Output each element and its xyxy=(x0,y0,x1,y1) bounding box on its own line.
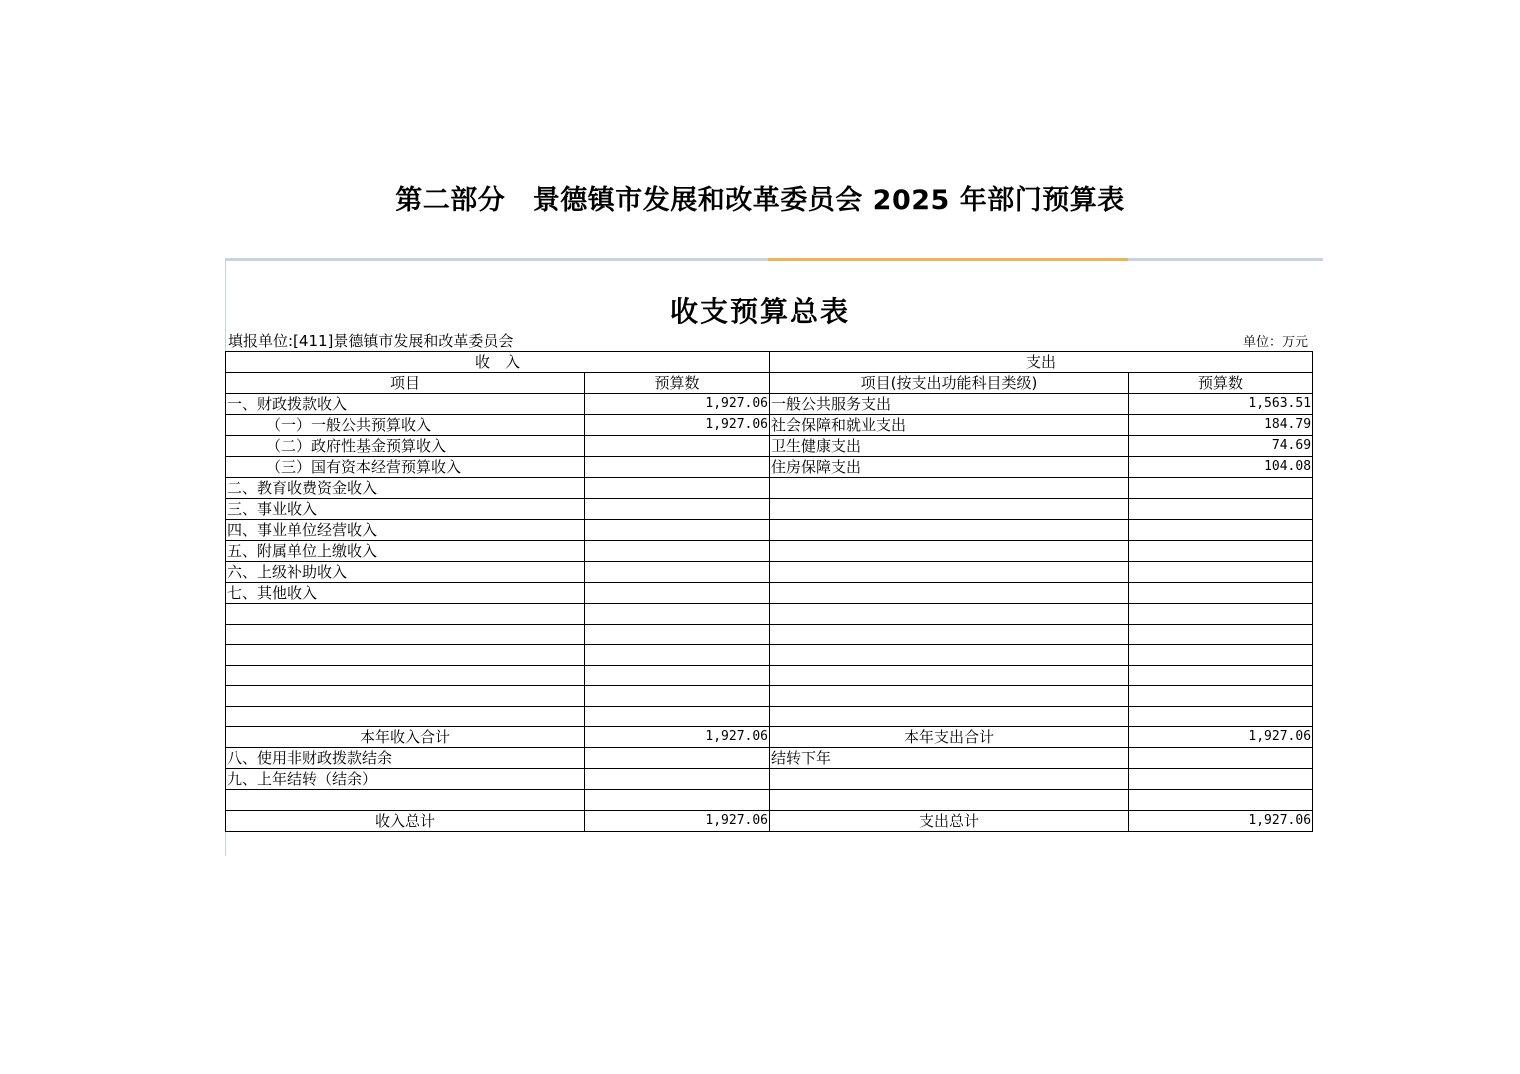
empty-row xyxy=(226,645,1313,666)
page-title: 第二部分 景德镇市发展和改革委员会 2025 年部门预算表 xyxy=(395,185,1125,216)
empty-row xyxy=(226,790,1313,811)
empty-row xyxy=(226,624,1313,645)
empty-row xyxy=(226,604,1313,625)
header-income: 收 入 xyxy=(226,352,770,373)
empty-row xyxy=(226,686,1313,707)
expense-item xyxy=(770,562,1129,583)
expense-item: 住房保障支出 xyxy=(770,457,1129,478)
income-item: （二）政府性基金预算收入 xyxy=(226,436,585,457)
expense-value xyxy=(1129,583,1313,604)
table-row xyxy=(226,748,1313,769)
header-expense: 支出 xyxy=(770,352,1313,373)
expense-value xyxy=(1129,478,1313,499)
income-grand-total-label: 收入总计 xyxy=(226,810,585,831)
table-row xyxy=(226,436,1313,457)
sheet-border-top xyxy=(1128,258,1323,261)
expense-year-total-label: 本年支出合计 xyxy=(770,727,1129,748)
expense-value: 1,563.51 xyxy=(1129,394,1313,415)
expense-item xyxy=(770,769,1129,790)
income-value xyxy=(585,457,770,478)
expense-value xyxy=(1129,562,1313,583)
income-value: 1,927.06 xyxy=(585,394,770,415)
income-year-total-label: 本年收入合计 xyxy=(226,727,585,748)
expense-value: 104.08 xyxy=(1129,457,1313,478)
empty-row xyxy=(226,665,1313,686)
expense-value xyxy=(1129,520,1313,541)
income-value xyxy=(585,748,770,769)
income-item: （三）国有资本经营预算收入 xyxy=(226,457,585,478)
income-value xyxy=(585,769,770,790)
empty-row xyxy=(226,706,1313,727)
expense-item xyxy=(770,499,1129,520)
expense-grand-total-label: 支出总计 xyxy=(770,810,1129,831)
income-item: 二、教育收费资金收入 xyxy=(226,478,585,499)
header-expense-item: 项目(按支出功能科目类级) xyxy=(770,373,1129,394)
table-row xyxy=(226,541,1313,562)
table-row xyxy=(226,520,1313,541)
expense-value: 184.79 xyxy=(1129,415,1313,436)
grand-total-row xyxy=(226,810,1313,831)
table-row xyxy=(226,478,1313,499)
expense-item xyxy=(770,520,1129,541)
income-year-total-value: 1,927.06 xyxy=(585,727,770,748)
table-row xyxy=(226,499,1313,520)
header-row-columns xyxy=(226,373,1313,394)
expense-item: 卫生健康支出 xyxy=(770,436,1129,457)
income-item: 七、其他收入 xyxy=(226,583,585,604)
income-item: 九、上年结转（结余） xyxy=(226,769,585,790)
income-value xyxy=(585,478,770,499)
expense-year-total-value: 1,927.06 xyxy=(1129,727,1313,748)
table-title: 收支预算总表 xyxy=(669,295,850,328)
income-value xyxy=(585,520,770,541)
income-value xyxy=(585,583,770,604)
income-value: 1,927.06 xyxy=(585,415,770,436)
expense-item: 结转下年 xyxy=(770,748,1129,769)
income-item: （一）一般公共预算收入 xyxy=(226,415,585,436)
expense-grand-total-value: 1,927.06 xyxy=(1129,810,1313,831)
expense-value xyxy=(1129,769,1313,790)
table-row xyxy=(226,562,1313,583)
header-expense-budget: 预算数 xyxy=(1129,373,1313,394)
income-grand-total-value: 1,927.06 xyxy=(585,810,770,831)
header-income-item: 项目 xyxy=(226,373,585,394)
sheet-border-top xyxy=(225,258,768,261)
income-item: 一、财政拨款收入 xyxy=(226,394,585,415)
expense-value xyxy=(1129,499,1313,520)
expense-item: 社会保障和就业支出 xyxy=(770,415,1129,436)
table-row xyxy=(226,769,1313,790)
budget-table xyxy=(225,351,1313,832)
income-item: 四、事业单位经营收入 xyxy=(226,520,585,541)
expense-item xyxy=(770,478,1129,499)
expense-value xyxy=(1129,541,1313,562)
income-value xyxy=(585,541,770,562)
expense-item: 一般公共服务支出 xyxy=(770,394,1129,415)
income-item: 三、事业收入 xyxy=(226,499,585,520)
unit-label: 单位：万元 xyxy=(1242,335,1308,350)
header-income-budget: 预算数 xyxy=(585,373,770,394)
filler-unit: 填报单位:[411]景德镇市发展和改革委员会 xyxy=(228,332,514,350)
expense-item xyxy=(770,583,1129,604)
table-row xyxy=(226,394,1313,415)
table-row xyxy=(226,457,1313,478)
income-value xyxy=(585,499,770,520)
sheet-border-top-highlight xyxy=(768,258,1128,261)
income-value xyxy=(585,436,770,457)
expense-value xyxy=(1129,748,1313,769)
table-row xyxy=(226,583,1313,604)
table-row xyxy=(226,415,1313,436)
income-item: 八、使用非财政拨款结余 xyxy=(226,748,585,769)
expense-item xyxy=(770,541,1129,562)
year-total-row xyxy=(226,727,1313,748)
expense-value: 74.69 xyxy=(1129,436,1313,457)
income-value xyxy=(585,562,770,583)
header-row-group xyxy=(226,352,1313,373)
income-item: 六、上级补助收入 xyxy=(226,562,585,583)
income-item: 五、附属单位上缴收入 xyxy=(226,541,585,562)
